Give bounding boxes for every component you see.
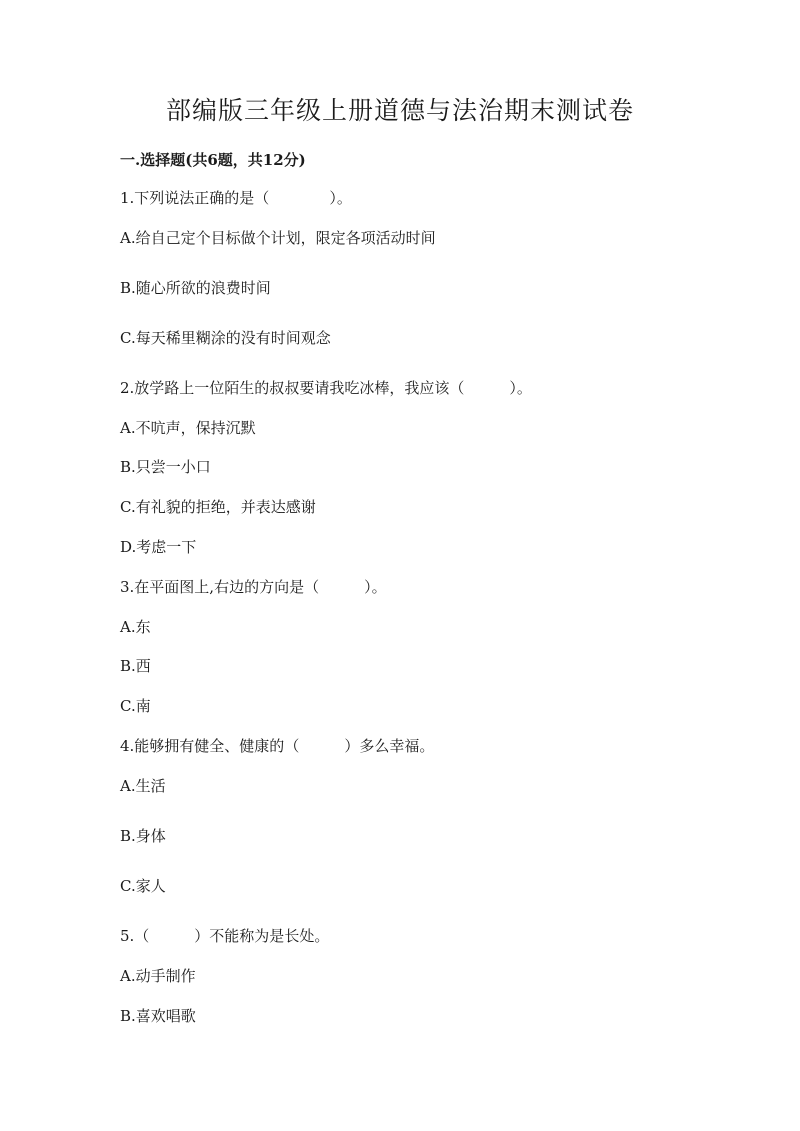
question-3-stem: 3.在平面图上,右边的方向是（ ）。 — [120, 578, 387, 596]
question-1-option-c: C.每天稀里糊涂的没有时间观念 — [120, 329, 331, 347]
question-2-stem: 2.放学路上一位陌生的叔叔要请我吃冰棒，我应该（ ）。 — [120, 379, 532, 397]
question-1-stem: 1.下列说法正确的是（ ）。 — [120, 189, 352, 207]
question-4-option-c: C.家人 — [120, 877, 166, 895]
question-5-option-b: B.喜欢唱歌 — [120, 1007, 196, 1025]
section-heading: 一.选择题(共6题，共12分) — [120, 151, 306, 169]
question-5-stem: 5.（ ）不能称为是长处。 — [120, 927, 330, 945]
question-2-option-c: C.有礼貌的拒绝，并表达感谢 — [120, 498, 316, 516]
question-4-option-a: A.生活 — [120, 777, 166, 795]
question-2-option-d: D.考虑一下 — [120, 538, 197, 556]
question-3-option-a: A.东 — [120, 618, 151, 636]
question-1-option-b: B.随心所欲的浪费时间 — [120, 279, 271, 297]
page-title: 部编版三年级上册道德与法治期末测试卷 — [165, 96, 634, 125]
question-4-stem: 4.能够拥有健全、健康的（ ）多么幸福。 — [120, 737, 435, 755]
question-4-option-b: B.身体 — [120, 827, 166, 845]
question-1-option-a: A.给自己定个目标做个计划，限定各项活动时间 — [120, 229, 436, 247]
question-3-option-b: B.西 — [120, 657, 151, 675]
question-2-option-b: B.只尝一小口 — [120, 458, 211, 476]
question-2-option-a: A.不吭声，保持沉默 — [120, 419, 256, 437]
question-3-option-c: C.南 — [120, 697, 151, 715]
question-5-option-a: A.动手制作 — [120, 967, 196, 985]
